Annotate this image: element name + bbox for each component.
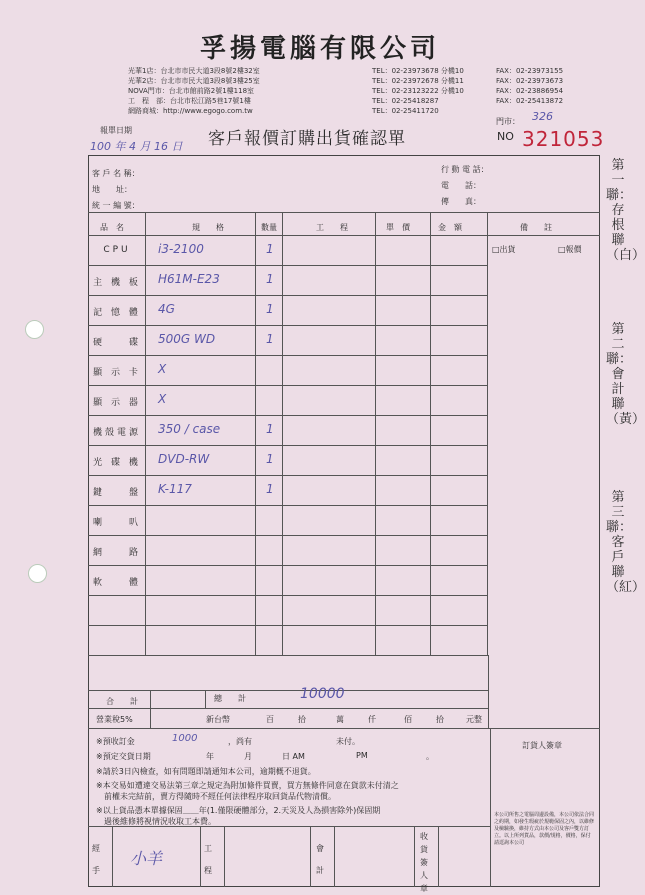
form-title: 客戶報價訂購出貨確認單 <box>208 129 406 149</box>
item-name: 軟 體 <box>92 578 141 588</box>
rule <box>224 826 225 887</box>
note-2: ※本交易如遭違交易法第三章之規定為附加條件買賣，買方無條件同意在貨款未付清之 <box>96 781 399 790</box>
row-rule <box>88 595 488 596</box>
rule <box>200 826 201 887</box>
item-spec: i3-2100 <box>158 242 204 256</box>
delivery-unit: 年 <box>206 752 214 761</box>
rule <box>310 826 311 887</box>
balance-tail: 未付。 <box>336 737 360 746</box>
fine-print: 本公司所售之電腦周邊設備，本公司依法合同之約期，如發生瑕疵於規範保固之內，以維修及檢驗換，維持方式由本公司及客戶雙方訂立。以上所列貨品，款價/規格，價格，保付請逕詢本公司 <box>494 812 595 846</box>
note-3: ※以上貨品憑本單據保固＿＿年(1.僅限硬體部分，2.天災及人為損害除外)保固期 <box>96 806 381 815</box>
total-label: 總 計 <box>214 694 246 703</box>
col-header-price: 單 價 <box>386 223 410 232</box>
item-name: 機殼電源 <box>92 428 141 438</box>
customer-name-label: 客 戶 名 稱： <box>92 169 140 178</box>
handler-signature: 小羊 <box>130 849 163 868</box>
balance-label: ，尚有 <box>228 737 252 746</box>
amount-unit: 拾 <box>298 715 306 724</box>
fax-list: FAX：02-23973155 FAX：02-23973673 FAX：02-23886954 FAX：02-25413872 <box>496 67 564 105</box>
tax-label: 營業稅5% <box>96 715 133 724</box>
branch-4: 工 程 部：台北市松江路5巷17號1樓 <box>128 97 251 105</box>
col-rule <box>375 212 376 655</box>
rule <box>438 826 439 887</box>
row-rule <box>88 535 488 536</box>
rule <box>88 728 600 729</box>
row-rule <box>88 325 488 326</box>
item-spec: H61M-E23 <box>158 272 220 286</box>
punch-hole-top <box>25 320 44 339</box>
item-name: 顯 示 器 <box>93 398 141 408</box>
item-spec: K-117 <box>158 482 192 496</box>
row-rule <box>88 355 488 356</box>
mobile-label: 行 動 電 話： <box>441 165 489 174</box>
rule <box>112 826 113 887</box>
item-spec: X <box>158 392 167 406</box>
row-rule <box>88 505 488 506</box>
deposit-value: 1000 <box>172 733 198 744</box>
copy-label-2: 第二聯：會計聯（黃） <box>606 322 645 427</box>
subtotal-label: 合 計 <box>106 697 138 706</box>
col-header-remark: 備 註 <box>520 223 552 232</box>
item-name: CPU <box>103 245 131 255</box>
note-3b: 過後維修將視情況收取工本費。 <box>96 817 216 826</box>
engineering-label: 工 程 <box>204 844 220 875</box>
row-rule <box>88 655 488 656</box>
punch-hole-bottom <box>28 564 47 583</box>
quote-checkbox[interactable]: □報價 <box>558 245 582 254</box>
item-spec: 4G <box>158 302 175 316</box>
deposit-label: ※預收訂金 <box>96 737 135 746</box>
branch-3: NOVA門市：台北市館前路2號1樓118室 <box>128 87 255 95</box>
branch-1: 光華1店：台北市市民大道3段8號2樓32室 <box>128 67 260 75</box>
delivery-unit: 。 <box>426 752 434 761</box>
item-spec: 350 / case <box>158 422 221 436</box>
col-header-work: 工 程 <box>316 223 348 232</box>
branch-2: 光華2店：台北市市民大道3段8號3樓25室 <box>128 77 260 85</box>
branch-5: 網路商城：http://www.egogo.com.tw <box>128 107 253 115</box>
item-spec: 500G WD <box>158 332 216 346</box>
amount-unit: 百 <box>266 715 274 724</box>
item-spec: X <box>158 362 167 376</box>
item-qty: 1 <box>266 452 274 466</box>
item-name: 記 憶 體 <box>93 308 141 318</box>
col-header-qty: 數量 <box>261 223 277 232</box>
copy-label-1: 第一聯：存根聯（白） <box>606 158 645 263</box>
amount-unit: 佰 <box>404 715 412 724</box>
date-label: 報單日期 <box>100 126 132 135</box>
total-value: 10000 <box>300 686 345 702</box>
delivery-unit: 月 <box>244 752 252 761</box>
rule <box>205 690 206 708</box>
item-qty: 1 <box>266 272 274 286</box>
branch-list <box>128 66 260 116</box>
col-rule <box>487 212 488 655</box>
row-rule <box>88 625 488 626</box>
rule <box>88 826 490 827</box>
item-name: 鍵 盤 <box>92 488 141 498</box>
row-rule <box>88 565 488 566</box>
rule <box>488 655 489 728</box>
date-value: 100 年 4 月 16 日 <box>90 140 183 153</box>
rule <box>490 728 491 887</box>
item-name: 喇 叭 <box>92 518 141 528</box>
serial-number: 321053 <box>522 127 605 151</box>
item-name: 硬 碟 <box>92 338 141 348</box>
item-spec: DVD-RW <box>158 452 210 466</box>
note-2b: 前權未完結前，賣方得隨時不經任何法律程序取回貨品代物清償。 <box>96 792 336 801</box>
row-rule <box>88 415 488 416</box>
col-rule <box>430 212 431 655</box>
rule <box>88 690 488 691</box>
row-rule <box>88 265 488 266</box>
shop-label: 門市： <box>496 117 520 126</box>
delivery-unit: 日 AM <box>282 752 305 761</box>
rule <box>150 690 151 728</box>
col-header-spec: 規 格 <box>192 223 224 232</box>
amount-unit: 仟 <box>368 715 376 724</box>
fax-label: 傳 真： <box>441 197 481 206</box>
handler-label: 經 手 <box>92 844 108 875</box>
signer-label: 訂貨人簽章 <box>522 741 562 750</box>
delivery-label: ※預定交貨日期 <box>96 752 151 761</box>
amount-unit: 拾 <box>436 715 444 724</box>
item-name: 光 碟 機 <box>93 458 141 468</box>
customer-taxid-label: 統 一 編 號： <box>92 201 140 210</box>
rule <box>88 708 488 709</box>
rule <box>334 826 335 887</box>
item-qty: 1 <box>266 332 274 346</box>
row-rule <box>88 475 488 476</box>
phone-label: 電 話： <box>441 181 481 190</box>
item-qty: 1 <box>266 422 274 436</box>
ntd-label: 新台幣 <box>206 715 230 724</box>
item-qty: 1 <box>266 242 274 256</box>
row-rule <box>88 385 488 386</box>
item-qty: 1 <box>266 482 274 496</box>
row-rule <box>88 235 488 236</box>
serial-label: NO <box>497 130 514 143</box>
item-name: 網 路 <box>92 548 141 558</box>
rule <box>414 826 415 887</box>
col-header-amount: 金 額 <box>438 223 462 232</box>
customer-address-label: 地 址： <box>92 185 132 194</box>
col-rule <box>282 212 283 655</box>
receiver-label: 收貨簽人章 <box>420 832 428 893</box>
item-name: 顯 示 卡 <box>93 368 141 378</box>
amount-unit: 萬 <box>336 715 344 724</box>
company-name: 孚揚電腦有限公司 <box>200 34 441 64</box>
tel-list: TEL：02-23973678 分機10 TEL：02-23972678 分機11 TEL：02-23123222 分機10 TEL：02-25418287 TEL：02-25411720 <box>372 67 464 115</box>
amount-unit: 元整 <box>466 715 482 724</box>
accounting-label: 會 計 <box>316 844 332 875</box>
col-header-item: 品 名 <box>100 223 124 232</box>
item-name: 主 機 板 <box>93 278 141 288</box>
row-rule <box>88 445 488 446</box>
note-1: ※請於3日內檢查，如有問題即請通知本公司，逾期概不退貨。 <box>96 767 316 776</box>
item-qty: 1 <box>266 302 274 316</box>
copy-label-3: 第三聯：客戶聯（紅） <box>606 490 645 595</box>
rule <box>88 212 600 213</box>
col-rule <box>255 212 256 655</box>
shop-value: 326 <box>532 110 553 123</box>
ship-checkbox[interactable]: □出貨 <box>492 245 516 254</box>
row-rule <box>88 295 488 296</box>
delivery-unit: PM <box>356 751 368 760</box>
col-rule <box>145 212 146 655</box>
